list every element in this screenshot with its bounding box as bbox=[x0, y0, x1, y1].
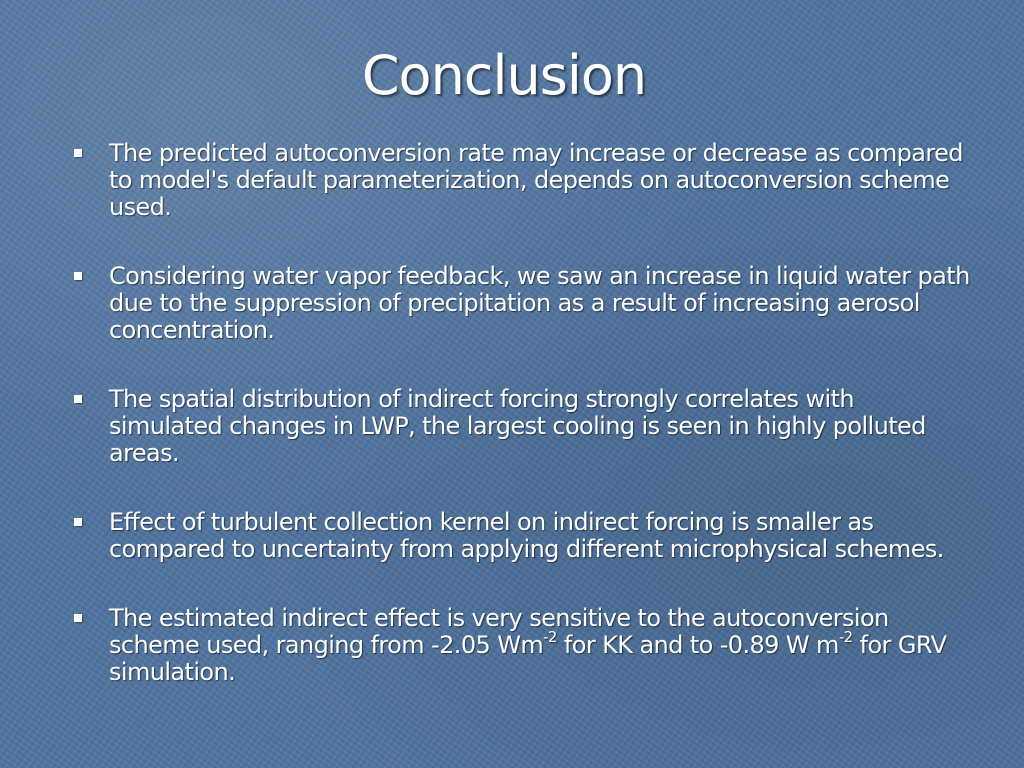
square-bullet-icon bbox=[74, 518, 82, 526]
square-bullet-icon bbox=[74, 149, 82, 157]
bullet-item-autoconversion-rate bbox=[72, 140, 972, 221]
bullet-list bbox=[72, 140, 972, 728]
bullet-text: Effect of turbulent collection kernel on indirect forcing is smaller as compared to uncertainty from applying different microphysical schemes. bbox=[109, 508, 944, 563]
bullet-text-part: for KK and to -0.89 W m bbox=[556, 631, 839, 659]
bullet-text-part: The estimated indirect effect is very sensitive to the autoconversion scheme used, ranging from -2.05 Wm bbox=[109, 604, 889, 659]
bullet-text bbox=[109, 604, 946, 686]
square-bullet-icon bbox=[74, 272, 82, 280]
bullet-item-indirect-effect-sensitivity bbox=[72, 605, 972, 686]
slide-title: Conclusion bbox=[361, 44, 647, 107]
bullet-item-water-vapor-feedback bbox=[72, 263, 972, 344]
bullet-text: The predicted autoconversion rate may increase or decrease as compared to model's default parameterization, depends on autoconversion scheme used. bbox=[109, 139, 963, 221]
square-bullet-icon bbox=[74, 614, 82, 622]
bullet-text: Considering water vapor feedback, we saw an increase in liquid water path due to the suppression of precipitation as a result of increasing aerosol concentration. bbox=[109, 262, 970, 344]
bullet-text-part: for GRV simulation. bbox=[109, 631, 947, 686]
bullet-item-turbulent-collection bbox=[72, 509, 972, 563]
bullet-item-spatial-distribution bbox=[72, 386, 972, 467]
superscript: -2 bbox=[838, 628, 853, 646]
bullet-text: The spatial distribution of indirect forcing strongly correlates with simulated changes in LWP, the largest cooling is seen in highly polluted areas. bbox=[109, 385, 926, 467]
square-bullet-icon bbox=[74, 395, 82, 403]
superscript: -2 bbox=[543, 628, 557, 646]
